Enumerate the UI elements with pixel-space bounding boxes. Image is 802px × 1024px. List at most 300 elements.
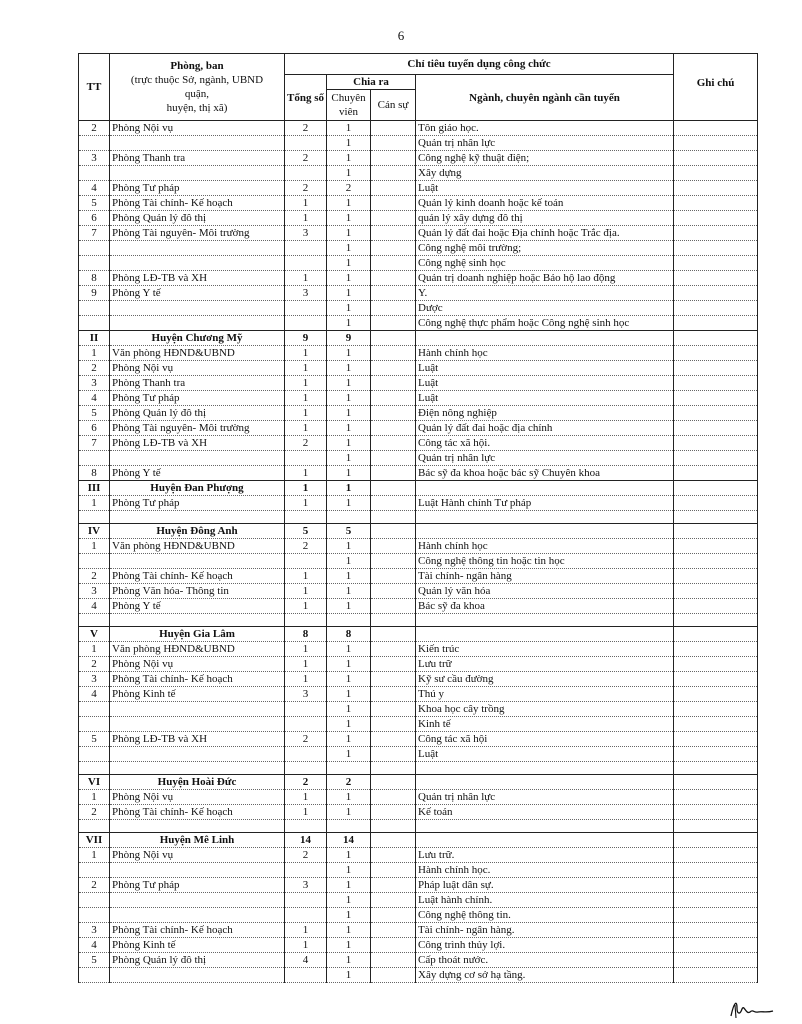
col-quota: Chỉ tiêu tuyển dụng công chức <box>285 54 674 75</box>
row-specialist: 1 <box>327 908 371 923</box>
row-note <box>674 642 758 657</box>
row-tt: 2 <box>79 569 110 584</box>
row-unit: Phòng Nội vụ <box>110 790 285 805</box>
table-row <box>79 539 758 554</box>
row-note <box>674 627 758 642</box>
row-tt: 3 <box>79 151 110 166</box>
row-officer <box>371 421 416 436</box>
row-total: 1 <box>285 406 327 421</box>
row-specialist: 1 <box>327 466 371 481</box>
row-total: 1 <box>285 481 327 496</box>
row-tt: 1 <box>79 539 110 554</box>
col-officer: Cán sự <box>371 90 416 121</box>
row-total <box>285 554 327 569</box>
row-total <box>285 702 327 717</box>
table-row <box>79 569 758 584</box>
row-officer <box>371 361 416 376</box>
row-note <box>674 524 758 539</box>
row-officer <box>371 908 416 923</box>
row-officer <box>371 687 416 702</box>
row-note <box>674 466 758 481</box>
row-note <box>674 938 758 953</box>
row-officer <box>371 833 416 848</box>
row-major: Tài chính- ngân hàng <box>416 569 674 584</box>
table-row <box>79 863 758 878</box>
row-officer <box>371 451 416 466</box>
row-note <box>674 271 758 286</box>
row-total: 1 <box>285 361 327 376</box>
row-tt <box>79 908 110 923</box>
row-specialist: 2 <box>327 775 371 790</box>
table-row <box>79 286 758 301</box>
row-total: 3 <box>285 878 327 893</box>
row-tt <box>79 747 110 762</box>
row-total <box>285 968 327 983</box>
row-major: Tôn giáo học. <box>416 121 674 136</box>
row-total: 14 <box>285 833 327 848</box>
section-row <box>79 627 758 642</box>
spacer-row <box>79 511 758 524</box>
col-unit-title: Phòng, ban <box>170 60 224 72</box>
row-specialist: 1 <box>327 732 371 747</box>
row-officer <box>371 584 416 599</box>
row-note <box>674 496 758 511</box>
row-tt: 1 <box>79 642 110 657</box>
section-row <box>79 775 758 790</box>
row-specialist: 1 <box>327 702 371 717</box>
row-note <box>674 893 758 908</box>
row-tt: 4 <box>79 599 110 614</box>
row-total: 1 <box>285 642 327 657</box>
row-total <box>285 717 327 732</box>
row-specialist: 1 <box>327 938 371 953</box>
row-specialist: 1 <box>327 599 371 614</box>
row-total: 1 <box>285 672 327 687</box>
row-officer <box>371 376 416 391</box>
row-tt <box>79 702 110 717</box>
row-unit <box>110 717 285 732</box>
row-note <box>674 286 758 301</box>
row-major: Quản lý văn hóa <box>416 584 674 599</box>
row-major: Lưu trữ. <box>416 848 674 863</box>
row-note <box>674 702 758 717</box>
row-major: Bác sỹ đa khoa hoặc bác sỹ Chuyên khoa <box>416 466 674 481</box>
row-tt <box>79 301 110 316</box>
row-major: Quản trị nhân lực <box>416 451 674 466</box>
row-officer <box>371 316 416 331</box>
row-officer <box>371 226 416 241</box>
row-officer <box>371 805 416 820</box>
row-tt: 8 <box>79 271 110 286</box>
table-row <box>79 241 758 256</box>
row-officer <box>371 878 416 893</box>
row-major: Luật <box>416 361 674 376</box>
row-note <box>674 331 758 346</box>
row-major: Lưu trữ <box>416 657 674 672</box>
row-note <box>674 451 758 466</box>
section-row <box>79 481 758 496</box>
row-major: Điện nông nghiệp <box>416 406 674 421</box>
row-officer <box>371 569 416 584</box>
row-tt: 4 <box>79 181 110 196</box>
row-note <box>674 316 758 331</box>
row-tt: 3 <box>79 376 110 391</box>
table-row <box>79 908 758 923</box>
row-note <box>674 301 758 316</box>
row-tt: VI <box>79 775 110 790</box>
row-note <box>674 805 758 820</box>
row-officer <box>371 196 416 211</box>
row-officer <box>371 151 416 166</box>
table-row <box>79 406 758 421</box>
row-total: 2 <box>285 732 327 747</box>
row-tt <box>79 451 110 466</box>
row-major: Luật <box>416 391 674 406</box>
row-specialist: 1 <box>327 271 371 286</box>
row-officer <box>371 524 416 539</box>
row-specialist: 1 <box>327 848 371 863</box>
row-officer <box>371 848 416 863</box>
row-officer <box>371 406 416 421</box>
row-tt <box>79 554 110 569</box>
row-tt: 3 <box>79 584 110 599</box>
spacer-row <box>79 762 758 775</box>
row-total: 1 <box>285 466 327 481</box>
table-row <box>79 151 758 166</box>
row-tt: 3 <box>79 672 110 687</box>
row-officer <box>371 241 416 256</box>
row-unit <box>110 166 285 181</box>
row-tt: 2 <box>79 121 110 136</box>
table-row <box>79 702 758 717</box>
table-row <box>79 584 758 599</box>
row-unit: Phòng LĐ-TB và XH <box>110 732 285 747</box>
row-note <box>674 732 758 747</box>
section-row <box>79 524 758 539</box>
row-major: Luật Hành chính Tư pháp <box>416 496 674 511</box>
row-tt: 5 <box>79 953 110 968</box>
row-total <box>285 451 327 466</box>
row-note <box>674 953 758 968</box>
table-row <box>79 848 758 863</box>
row-specialist: 1 <box>327 554 371 569</box>
row-major: Công nghệ thông tin hoặc tin học <box>416 554 674 569</box>
row-officer <box>371 181 416 196</box>
row-total: 2 <box>285 436 327 451</box>
row-officer <box>371 717 416 732</box>
row-specialist: 1 <box>327 539 371 554</box>
row-note <box>674 241 758 256</box>
row-total <box>285 908 327 923</box>
row-total: 3 <box>285 226 327 241</box>
row-note <box>674 968 758 983</box>
table-row <box>79 316 758 331</box>
row-total: 1 <box>285 923 327 938</box>
row-unit: Phòng Tư pháp <box>110 391 285 406</box>
row-officer <box>371 481 416 496</box>
row-officer <box>371 286 416 301</box>
row-specialist: 1 <box>327 196 371 211</box>
row-tt: 6 <box>79 421 110 436</box>
row-specialist: 1 <box>327 878 371 893</box>
row-major: Khoa học cây trồng <box>416 702 674 717</box>
row-major: Luật <box>416 747 674 762</box>
col-unit-line: huyện, thị xã) <box>166 102 228 114</box>
row-unit <box>110 451 285 466</box>
table-row <box>79 893 758 908</box>
row-specialist: 1 <box>327 346 371 361</box>
row-officer <box>371 554 416 569</box>
row-note <box>674 539 758 554</box>
row-unit: Phòng LĐ-TB và XH <box>110 271 285 286</box>
spacer-row <box>79 820 758 833</box>
row-officer <box>371 496 416 511</box>
row-specialist: 1 <box>327 436 371 451</box>
row-officer <box>371 301 416 316</box>
row-total: 1 <box>285 271 327 286</box>
row-total <box>285 316 327 331</box>
row-tt: 9 <box>79 286 110 301</box>
table-row <box>79 256 758 271</box>
row-total: 1 <box>285 496 327 511</box>
col-unit-line: quận, <box>184 88 210 100</box>
row-unit: Phòng Tài chính- Kế hoạch <box>110 569 285 584</box>
row-note <box>674 687 758 702</box>
row-tt: 5 <box>79 732 110 747</box>
row-specialist: 1 <box>327 406 371 421</box>
row-tt: 5 <box>79 406 110 421</box>
row-specialist: 1 <box>327 481 371 496</box>
row-note <box>674 848 758 863</box>
row-officer <box>371 672 416 687</box>
row-unit <box>110 863 285 878</box>
row-unit: Phòng Quản lý đô thị <box>110 953 285 968</box>
table-row <box>79 657 758 672</box>
row-tt: 7 <box>79 436 110 451</box>
table-row <box>79 421 758 436</box>
row-total: 5 <box>285 524 327 539</box>
row-unit: Phòng Tư pháp <box>110 496 285 511</box>
row-total: 2 <box>285 121 327 136</box>
row-tt: 7 <box>79 226 110 241</box>
row-specialist: 1 <box>327 421 371 436</box>
table-row <box>79 196 758 211</box>
row-unit: Huyện Gia Lâm <box>110 627 285 642</box>
row-major: Xây dựng cơ sở hạ tầng. <box>416 968 674 983</box>
row-note <box>674 181 758 196</box>
table-row <box>79 451 758 466</box>
row-major: Thú y <box>416 687 674 702</box>
row-major: quản lý xây dựng đô thị <box>416 211 674 226</box>
row-unit <box>110 136 285 151</box>
row-tt: 4 <box>79 938 110 953</box>
row-tt <box>79 717 110 732</box>
row-total: 1 <box>285 599 327 614</box>
table-row <box>79 953 758 968</box>
row-officer <box>371 436 416 451</box>
row-total: 2 <box>285 181 327 196</box>
row-total: 2 <box>285 151 327 166</box>
row-specialist: 8 <box>327 627 371 642</box>
row-tt: VII <box>79 833 110 848</box>
row-officer <box>371 657 416 672</box>
row-total: 3 <box>285 286 327 301</box>
row-officer <box>371 331 416 346</box>
row-major: Hành chính học. <box>416 863 674 878</box>
row-specialist: 9 <box>327 331 371 346</box>
row-unit: Phòng Quản lý đô thị <box>110 211 285 226</box>
row-total <box>285 136 327 151</box>
table-row <box>79 211 758 226</box>
row-major: Tài chính- ngân hàng. <box>416 923 674 938</box>
row-tt <box>79 863 110 878</box>
row-major: Xây dựng <box>416 166 674 181</box>
row-note <box>674 878 758 893</box>
row-major: Công tác xã hội <box>416 732 674 747</box>
row-officer <box>371 391 416 406</box>
row-note <box>674 256 758 271</box>
row-note <box>674 657 758 672</box>
row-unit: Huyện Chương Mỹ <box>110 331 285 346</box>
table-row <box>79 496 758 511</box>
row-total <box>285 256 327 271</box>
row-note <box>674 599 758 614</box>
row-major: Quản trị nhân lực <box>416 136 674 151</box>
row-total: 4 <box>285 953 327 968</box>
row-officer <box>371 256 416 271</box>
row-total <box>285 747 327 762</box>
row-officer <box>371 466 416 481</box>
row-specialist: 1 <box>327 584 371 599</box>
row-specialist: 1 <box>327 893 371 908</box>
row-tt <box>79 968 110 983</box>
row-unit: Phòng Thanh tra <box>110 151 285 166</box>
row-total: 3 <box>285 687 327 702</box>
row-specialist: 1 <box>327 391 371 406</box>
row-unit: Văn phòng HĐND&UBND <box>110 642 285 657</box>
row-tt: 1 <box>79 496 110 511</box>
row-note <box>674 376 758 391</box>
row-specialist: 1 <box>327 953 371 968</box>
row-specialist: 1 <box>327 136 371 151</box>
row-total: 1 <box>285 196 327 211</box>
row-officer <box>371 121 416 136</box>
row-unit: Phòng Kinh tế <box>110 938 285 953</box>
row-major <box>416 627 674 642</box>
row-note <box>674 361 758 376</box>
section-row <box>79 833 758 848</box>
row-unit: Phòng Tài nguyên- Môi trường <box>110 226 285 241</box>
row-unit: Phòng Thanh tra <box>110 376 285 391</box>
row-specialist: 1 <box>327 166 371 181</box>
row-specialist: 1 <box>327 256 371 271</box>
row-total: 1 <box>285 790 327 805</box>
table-row <box>79 790 758 805</box>
recruitment-table <box>78 53 758 983</box>
row-total: 1 <box>285 584 327 599</box>
row-specialist: 1 <box>327 151 371 166</box>
row-major: Hành chính học <box>416 539 674 554</box>
row-specialist: 1 <box>327 968 371 983</box>
table-row <box>79 301 758 316</box>
row-note <box>674 196 758 211</box>
table-row <box>79 136 758 151</box>
row-unit <box>110 316 285 331</box>
table-row <box>79 121 758 136</box>
row-note <box>674 923 758 938</box>
table-row <box>79 687 758 702</box>
row-total: 1 <box>285 211 327 226</box>
col-major: Ngành, chuyên ngành cần tuyển <box>416 75 674 121</box>
row-unit: Huyện Mê Linh <box>110 833 285 848</box>
row-major: Kế toán <box>416 805 674 820</box>
row-unit <box>110 893 285 908</box>
row-note <box>674 790 758 805</box>
row-unit <box>110 968 285 983</box>
table-row <box>79 642 758 657</box>
row-note <box>674 136 758 151</box>
row-total: 1 <box>285 391 327 406</box>
spacer-row <box>79 614 758 627</box>
row-officer <box>371 938 416 953</box>
row-specialist: 1 <box>327 717 371 732</box>
row-total: 1 <box>285 657 327 672</box>
row-major: Công nghệ thực phẩm hoặc Công nghệ sinh học <box>416 316 674 331</box>
row-major <box>416 481 674 496</box>
row-specialist: 1 <box>327 301 371 316</box>
row-unit: Phòng Tài chính- Kế hoạch <box>110 805 285 820</box>
row-unit <box>110 256 285 271</box>
row-note <box>674 421 758 436</box>
row-major: Kiến trúc <box>416 642 674 657</box>
row-note <box>674 747 758 762</box>
table-row <box>79 878 758 893</box>
row-major <box>416 775 674 790</box>
table-row <box>79 376 758 391</box>
row-tt: 3 <box>79 923 110 938</box>
col-unit <box>110 54 285 121</box>
table-row <box>79 181 758 196</box>
row-unit: Phòng Tư pháp <box>110 878 285 893</box>
row-major: Y. <box>416 286 674 301</box>
row-unit: Huyện Đông Anh <box>110 524 285 539</box>
row-unit: Phòng Y tế <box>110 286 285 301</box>
col-specialist: Chuyên viên <box>327 90 371 121</box>
row-major: Công nghệ môi trường; <box>416 241 674 256</box>
row-unit <box>110 747 285 762</box>
table-row <box>79 466 758 481</box>
row-unit <box>110 702 285 717</box>
row-specialist: 1 <box>327 241 371 256</box>
table-row <box>79 166 758 181</box>
row-officer <box>371 923 416 938</box>
row-officer <box>371 166 416 181</box>
row-major: Kỹ sư cầu đường <box>416 672 674 687</box>
row-total: 1 <box>285 805 327 820</box>
row-specialist: 1 <box>327 569 371 584</box>
row-total: 9 <box>285 331 327 346</box>
row-unit: Phòng Tài chính- Kế hoạch <box>110 923 285 938</box>
row-unit: Phòng Kinh tế <box>110 687 285 702</box>
row-tt: 1 <box>79 848 110 863</box>
row-unit: Phòng Tư pháp <box>110 181 285 196</box>
row-major: Luật <box>416 376 674 391</box>
row-tt: V <box>79 627 110 642</box>
row-specialist: 1 <box>327 376 371 391</box>
row-unit: Phòng Quản lý đô thị <box>110 406 285 421</box>
row-major: Công nghệ thông tin. <box>416 908 674 923</box>
row-officer <box>371 790 416 805</box>
